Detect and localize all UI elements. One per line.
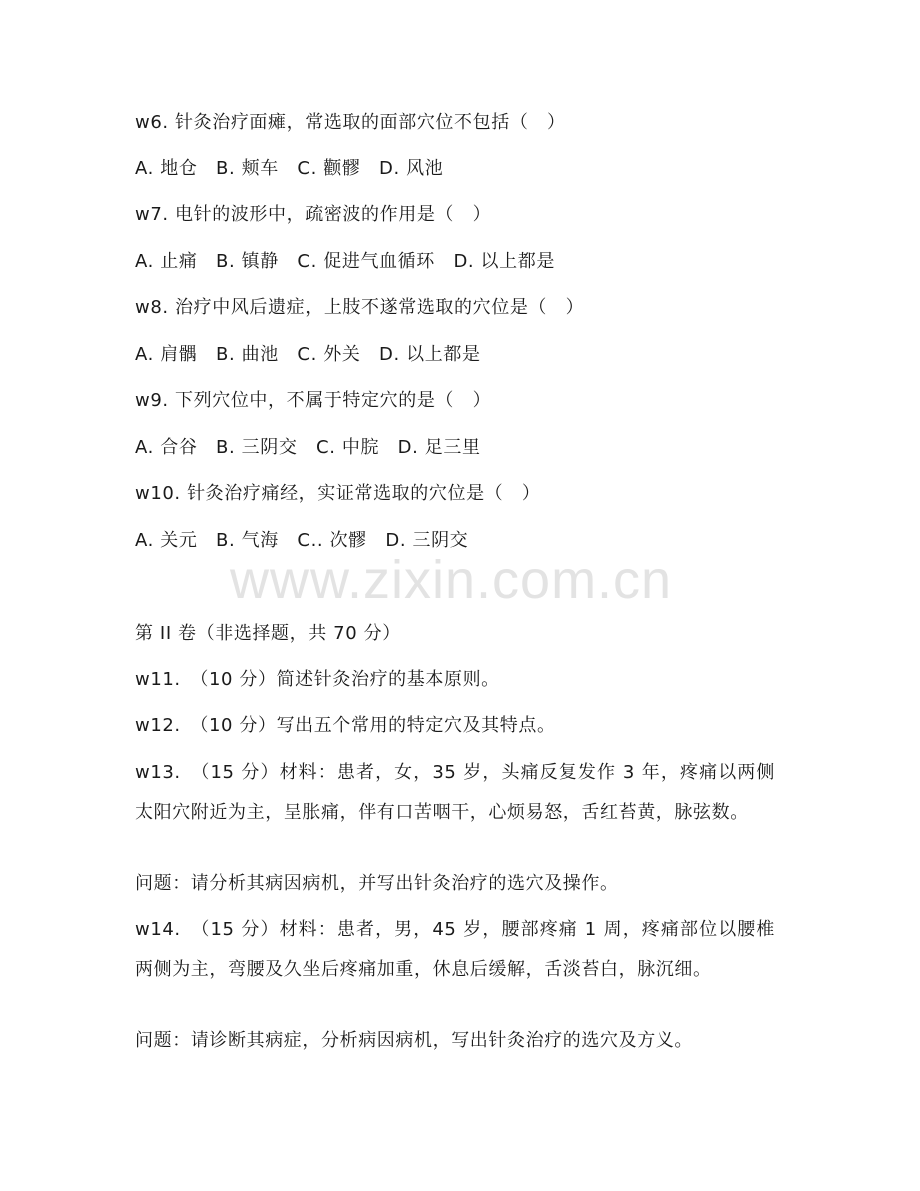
- section-title: 第 II 卷（非选择题，共 70 分）: [135, 623, 401, 644]
- question-6-options: A. 地仓 B. 颊车 C. 颧髎 D. 风池: [135, 158, 444, 179]
- question-6-stem: w6. 针灸治疗面瘫，常选取的面部穴位不包括（ ）: [135, 112, 566, 133]
- question-7-options: A. 止痛 B. 镇静 C. 促进气血循环 D. 以上都是: [135, 251, 555, 272]
- question-7-stem: w7. 电针的波形中，疏密波的作用是（ ）: [135, 204, 492, 225]
- question-14-question: 问题：请诊断其病症，分析病因病机，写出针灸治疗的选穴及方义。: [135, 1030, 693, 1051]
- question-9-options: A. 合谷 B. 三阴交 C. 中脘 D. 足三里: [135, 437, 481, 458]
- question-11: w11. （10 分）简述针灸治疗的基本原则。: [135, 669, 500, 690]
- question-8-options: A. 肩髃 B. 曲池 C. 外关 D. 以上都是: [135, 344, 481, 365]
- question-10-options: A. 关元 B. 气海 C.. 次髎 D. 三阴交: [135, 530, 469, 551]
- question-9-stem: w9. 下列穴位中，不属于特定穴的是（ ）: [135, 390, 492, 411]
- question-13-material: w13. （15 分）材料：患者，女，35 岁，头痛反复发作 3 年，疼痛以两侧太阳穴附近为主，呈胀痛，伴有口苦咽干，心烦易怒，舌红苔黄，脉弦数。: [135, 762, 775, 823]
- question-10-stem: w10. 针灸治疗痛经，实证常选取的穴位是（ ）: [135, 483, 541, 504]
- question-8-stem: w8. 治疗中风后遗症，上肢不遂常选取的穴位是（ ）: [135, 297, 585, 318]
- question-13-question: 问题：请分析其病因病机，并写出针灸治疗的选穴及操作。: [135, 873, 619, 894]
- watermark: www.zixin.com.cn: [230, 550, 673, 610]
- question-14-material: w14. （15 分）材料：患者，男，45 岁，腰部疼痛 1 周，疼痛部位以腰椎两侧为主，弯腰及久坐后疼痛加重，休息后缓解，舌淡苔白，脉沉细。: [135, 919, 775, 980]
- question-12: w12. （10 分）写出五个常用的特定穴及其特点。: [135, 715, 556, 736]
